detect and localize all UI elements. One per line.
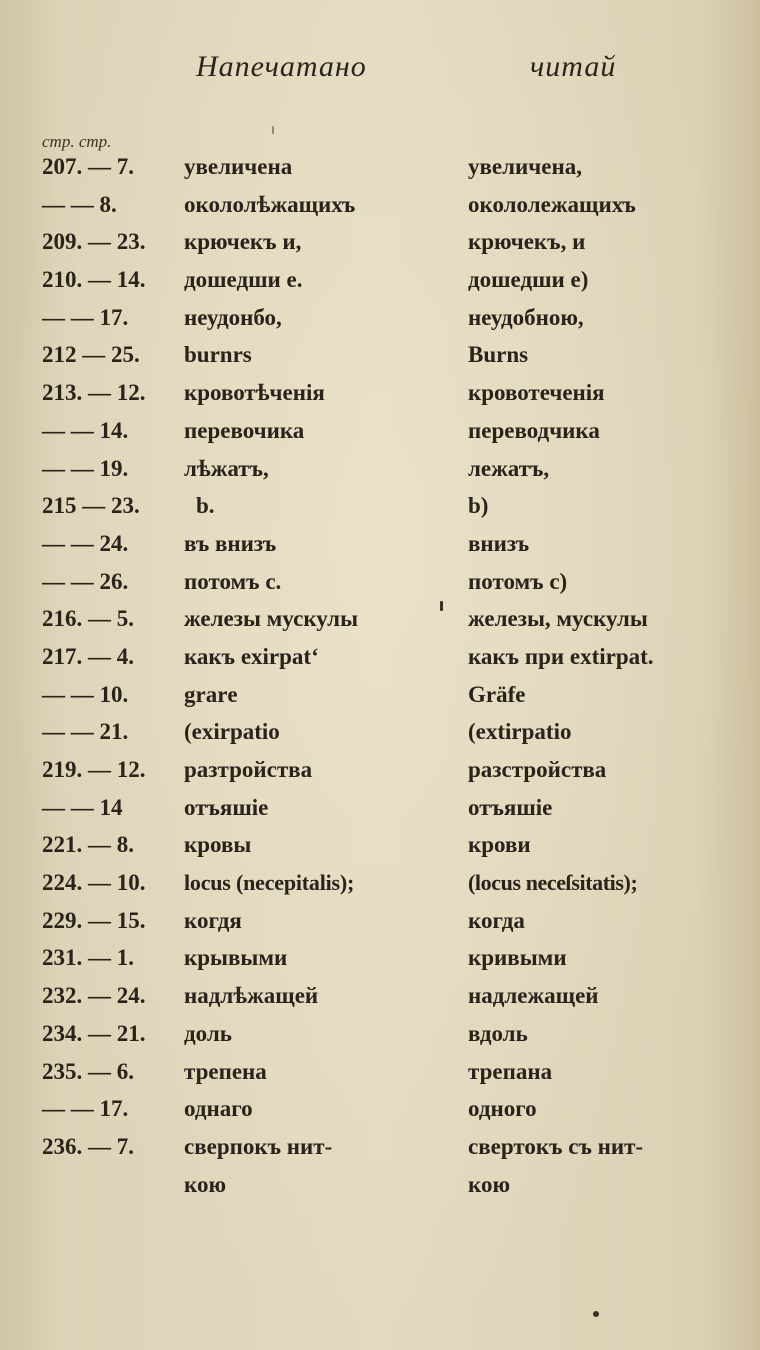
errata-row: [0, 152, 760, 190]
read-column-heading: читай: [530, 50, 617, 83]
printed-text: b.: [196, 493, 215, 519]
corrected-text: дошедши е): [468, 267, 589, 293]
printed-text: отъяшіе: [184, 794, 269, 820]
printed-text: какъ exirpat‘: [184, 643, 319, 669]
ink-speck: [593, 1311, 599, 1317]
errata-row: [0, 981, 760, 1019]
printed-text: потомъ с.: [184, 568, 282, 594]
printed-text: burnrs: [184, 342, 252, 368]
printed-text: дошедши е.: [184, 267, 303, 293]
printed-text: locus (necepitalis);: [184, 870, 355, 896]
errata-row-continuation: [0, 1170, 760, 1208]
errata-row: [0, 604, 760, 642]
page-line-ref: 224. — 10.: [42, 870, 146, 896]
page-line-ref: 231. — 1.: [42, 945, 134, 971]
printed-text: grаrе: [184, 681, 238, 707]
printed-text: неудонбо,: [184, 304, 282, 330]
errata-row: [0, 680, 760, 718]
corrected-text: кровотеченія: [468, 380, 605, 406]
page-line-ref: 217. — 4.: [42, 643, 134, 669]
corrected-text: b): [468, 493, 489, 519]
printed-text: доль: [184, 1020, 232, 1046]
page-line-ref: 212 — 25.: [42, 342, 140, 368]
page-line-ref: 210. — 14.: [42, 267, 146, 293]
printed-text: лѣжатъ,: [184, 455, 269, 481]
errata-row: [0, 1057, 760, 1095]
ink-speck: [440, 601, 443, 611]
page-line-ref: 234. — 21.: [42, 1020, 146, 1046]
errata-row: [0, 755, 760, 793]
errata-row: [0, 1094, 760, 1132]
errata-row: [0, 906, 760, 944]
corrected-text: неудобною,: [468, 304, 584, 330]
printed-text: кою: [184, 1171, 227, 1197]
printed-text: когдя: [184, 907, 242, 933]
corrected-text: свертокъ съ нит-: [468, 1133, 644, 1159]
errata-row: [0, 340, 760, 378]
corrected-text: Gräfe: [468, 681, 526, 707]
errata-row: [0, 793, 760, 831]
page-line-ref: 221. — 8.: [42, 832, 134, 858]
printed-text: окололѣжащихъ: [184, 191, 356, 217]
errata-row: [0, 943, 760, 981]
page-line-ref: — — 21.: [42, 719, 129, 745]
page-line-ref: — — 17.: [42, 1096, 129, 1122]
corrected-text: Burns: [468, 342, 529, 368]
printed-text: железы мускулы: [184, 606, 359, 632]
corrected-text: железы, мускулы: [468, 606, 648, 632]
errata-row: [0, 416, 760, 454]
corrected-text: крючекъ, и: [468, 229, 586, 255]
page-line-ref: — — 17.: [42, 304, 129, 330]
corrected-text: переводчика: [468, 417, 600, 443]
printed-text: надлѣжащей: [184, 983, 319, 1009]
printed-text: увеличена: [184, 154, 293, 179]
errata-row: [0, 717, 760, 755]
printed-text: (exirpatio: [184, 719, 280, 745]
errata-row: [0, 190, 760, 228]
errata-header: [0, 50, 760, 90]
corrected-text: надлежащей: [468, 983, 599, 1009]
corrected-text: потомъ с): [468, 568, 568, 594]
errata-row: [0, 378, 760, 416]
printed-text: кровы: [184, 832, 252, 858]
printed-text: трепена: [184, 1058, 267, 1084]
page-line-ref: — — 14: [42, 794, 123, 820]
page-line-ref: 213. — 12.: [42, 380, 146, 406]
printed-text: разтройства: [184, 757, 313, 782]
errata-row: [0, 642, 760, 680]
corrected-text: крови: [468, 832, 531, 858]
corrected-text: окололежащихъ: [468, 191, 636, 217]
printed-text: крывыми: [184, 945, 288, 971]
page-line-ref: 235. — 6.: [42, 1058, 134, 1084]
corrected-text: когда: [468, 907, 525, 933]
page-line-ref: — — 8.: [42, 191, 117, 217]
page-line-ref: — — 19.: [42, 455, 129, 481]
page-line-ref: 229. — 15.: [42, 907, 146, 933]
page-line-ref: — — 26.: [42, 568, 129, 594]
corrected-text: кою: [468, 1171, 511, 1197]
corrected-text: какъ при extirpat.: [468, 643, 654, 669]
corrected-text: вдоль: [468, 1020, 528, 1046]
printed-text: однаго: [184, 1096, 253, 1122]
printed-text: сверпокъ нит-: [184, 1133, 333, 1159]
corrected-text: внизъ: [468, 530, 530, 556]
errata-row: [0, 868, 760, 906]
printed-column-heading: Напечатано: [196, 50, 367, 83]
corrected-text: увеличена,: [468, 154, 582, 179]
ink-speck: [272, 126, 274, 134]
page-line-ref: — — 10.: [42, 681, 129, 707]
errata-row: [0, 303, 760, 341]
corrected-text: кривыми: [468, 945, 567, 971]
errata-row: [0, 491, 760, 529]
errata-row: [0, 454, 760, 492]
corrected-text: (locus neceſsitatis);: [468, 870, 638, 896]
page-line-ref: 232. — 24.: [42, 983, 146, 1009]
page-line-ref: 209. — 23.: [42, 229, 146, 255]
corrected-text: (extirpatio: [468, 719, 572, 745]
errata-row: [0, 1132, 760, 1170]
page-line-ref: 216. — 5.: [42, 606, 134, 632]
printed-text: перевочика: [184, 417, 305, 443]
printed-text: крючекъ и,: [184, 229, 302, 255]
errata-table: [0, 152, 760, 1207]
errata-row: [0, 830, 760, 868]
page-line-ref: 207. — 7.: [42, 154, 134, 179]
corrected-text: лежатъ,: [468, 455, 550, 481]
corrected-text: трепана: [468, 1058, 553, 1084]
errata-row: [0, 567, 760, 605]
page-line-ref: — — 14.: [42, 417, 129, 443]
page-line-column-heading: стр. стр.: [42, 132, 112, 151]
page-line-ref: 219. — 12.: [42, 757, 146, 782]
page-line-ref: 236. — 7.: [42, 1133, 134, 1159]
printed-text: кровотѣченія: [184, 380, 325, 406]
corrected-text: разстройства: [468, 757, 607, 782]
corrected-text: одного: [468, 1096, 537, 1122]
errata-row: [0, 1019, 760, 1057]
printed-text: въ внизъ: [184, 530, 277, 556]
errata-row: [0, 265, 760, 303]
page-line-ref: 215 — 23.: [42, 493, 140, 519]
errata-row: [0, 227, 760, 265]
page-line-ref: — — 24.: [42, 530, 129, 556]
corrected-text: отъяшіе: [468, 794, 553, 820]
errata-row: [0, 529, 760, 567]
